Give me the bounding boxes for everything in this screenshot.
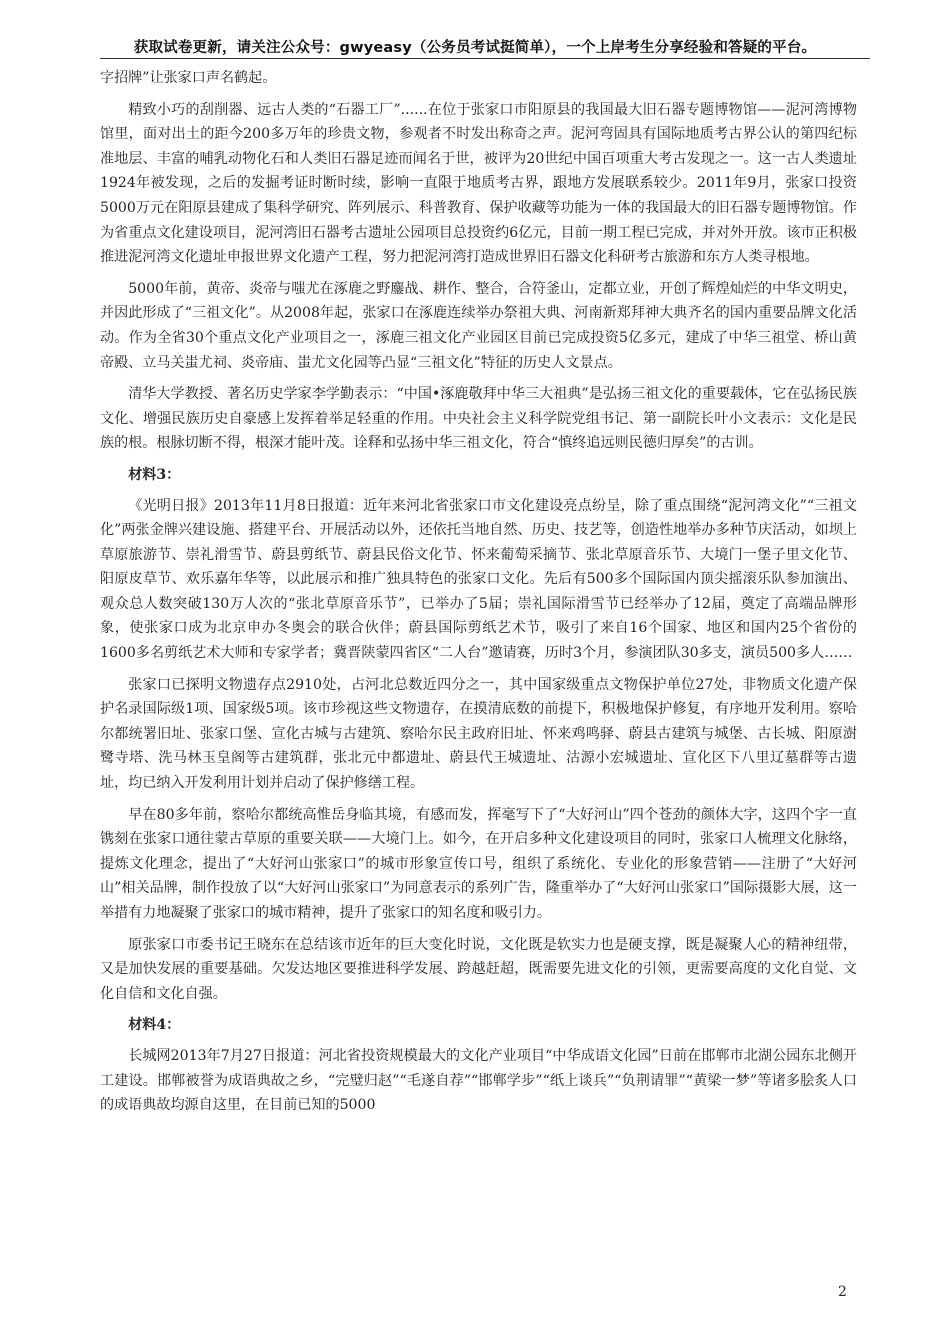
paragraph: 清华大学教授、著名历史学家李学勤表示：“中国•涿鹿敬拜中华三大祖典”是弘扬三祖文化的重要载体，它在弘扬民族文化、增强民族历史自豪感上发挥着举足轻重的作用。中央社会主义科学院党组书记、第一副院长叶小文表示：文化是民族的根。根脉切断不得，根深才能叶茂。诠释和弘扬中华三祖文化，符合“慎终追远则民德归厚矣”的古训。: [100, 386, 857, 452]
paragraph: 精致小巧的刮削器、远古人类的“石器工厂”......在位于张家口市阳原县的我国最大旧石器专题博物馆——泥河湾博物馆里，面对出土的距今200多万年的珍贵文物，参观者不时发出称奇之声。泥河弯固具有国际地质考古界公认的第四纪标准地层、丰富的哺乳动物化石和人类旧石器足迹而闻名于世，被评为20世纪中国百项重大考古发现之一。这一古人类遗址1924年被发现，之后的发掘考证时断时续，影响一直限于地质考古界，跟地方发展联系较少。2011年9月，张家口投资5000万元在阳原县建成了集科学研究、阵列展示、科普教育、保护收藏等功能为一体的我国最大的旧石器专题博物馆。作为省重点文化建设项目，泥河湾旧石器考古遗址公园项目总投资约6亿元，目前一期工程已完成，并对外开放。该市正积极推进泥河湾文化遗址申报世界文化遗产工程，努力把泥河湾打造成世界旧石器文化科研考古旅游和东方人类寻根地。: [100, 101, 857, 266]
paragraph: 原张家口市委书记王晓东在总结该市近年的巨大变化时说，文化既是软实力也是硬支撑，既是凝聚人心的精神纽带，又是加快发展的重要基础。欠发达地区要推进科学发展、跨越赶超，既需要先进文化的引领，更需要高度的文化自觉、文化自信和文化自强。: [100, 936, 857, 1002]
page-number: 2: [838, 1284, 847, 1300]
section-heading-material-4: 材料4：: [128, 1017, 181, 1034]
page-header: 获取试卷更新，请关注公众号：gwyeasy（公务员考试挺简单），一个上岸考生分享经验和答疑的平台。: [133, 40, 817, 56]
paragraph: 5000年前，黄帝、炎帝与嗤尤在涿鹿之野鏖战、耕作、整合，合符釜山，定都立业，开创了辉煌灿烂的中华文明史，并因此形成了“三祖文化”。从2008年起，张家口在涿鹿连续举办祭祖大典、河南新郑拜神大典齐名的国内重要品牌文化活动。作为全省30个重点文化产业项目之一，涿鹿三祖文化产业园区目前已完成投资5亿多元，建成了中华三祖堂、桥山黄帝殿、立马关蚩尤祠、炎帝庙、蚩尤文化园等凸显“三祖文化”特征的历史人文景点。: [100, 280, 857, 371]
paragraph: 《光明日报》2013年11月8日报道：近年来河北省张家口市文化建设亮点纷呈，除了重点围绕“泥河湾文化”“三祖文化”两张金牌兴建设施、搭建平台、开展活动以外，还依托当地自然、历史、技艺等，创造性地举办多种节庆活动，如坝上草原旅游节、崇礼滑雪节、蔚县剪纸节、蔚县民俗文化节、怀来葡萄采摘节、张北草原音乐节、大境门一堡子里文化节、阳原皮草节、欢乐嘉年华等，以此展示和推广独具特色的张家口文化。先后有500多个国际国内顶尖摇滚乐队参加演出、观众总人数突破130万人次的“张北草原音乐节”，已举办了5届；崇礼国际滑雪节已经举办了12届，奠定了高端品牌形象，使张家口成为北京申办冬奥会的联合伙伴；蔚县国际剪纸艺术节，吸引了来自16个国家、地区和国内25个省份的1600多名剪纸艺术大师和专家学者；冀晋陕蒙四省区“二人台”邀请赛，历时3个月，参演团队30多支，演员500多人……: [100, 497, 857, 662]
header-divider: [100, 58, 870, 59]
paragraph: 字招牌”让张家口声名鹤起。: [100, 70, 277, 86]
document-body: [100, 66, 857, 1125]
paragraph: 早在80多年前，察哈尔都统高惟岳身临其境，有感而发，挥毫写下了“大好河山”四个苍劲的颜体大字，这四个字一直镌刻在张家口通往蒙古草原的重要关联——大境门上。如今，在开启多种文化建设项目的同时，张家口人梳理文化脉络，提炼文化理念，提出了“大好河山张家口”的城市形象宣传口号，组织了系统化、专业化的形象营销——注册了“大好河山”相关品牌，制作投放了以“大好河山张家口”为同意表示的系列广告，隆重举办了“大好河山张家口”国际摄影大展，这一举措有力地凝聚了张家口的城市精神，提升了张家口的知名度和吸引力。: [100, 806, 857, 921]
paragraph: 张家口已探明文物遗存点2910处，占河北总数近四分之一，其中国家级重点文物保护单位27处，非物质文化遗产保护名录国际级1项、国家级5项。该市珍视这些文物遗存，在摸清底数的前提下，积极地保护修复，有序地开发利用。察哈尔都统署旧址、张家口堡、宣化古城与古建筑、察哈尔民主政府旧址、怀来鸡鸣驿、蔚县古建筑与城堡、古长城、阳原澍鹭寺塔、洗马林玉皇阁等古建筑群，张北元中都遗址、蔚县代王城遗址、沽源小宏城遗址、宣化区下八里辽墓群等古遗址，均已纳入开发利用计划并启动了保护修缮工程。: [100, 676, 857, 792]
paragraph: 长城网2013年7月27日报道：河北省投资规模最大的文化产业项目“中华成语文化园”日前在邯郸市北湖公园东北侧开工建设。邯郸被誉为成语典故之乡，“完璧归赵”“毛遂自荐”“邯郸学步”“纸上谈兵”“负荆请罪”“黄梁一梦”等诸多脍炙人口的成语典故均源自这里，在目前已知的5000: [100, 1047, 857, 1114]
section-heading-material-3: 材料3：: [128, 466, 181, 483]
